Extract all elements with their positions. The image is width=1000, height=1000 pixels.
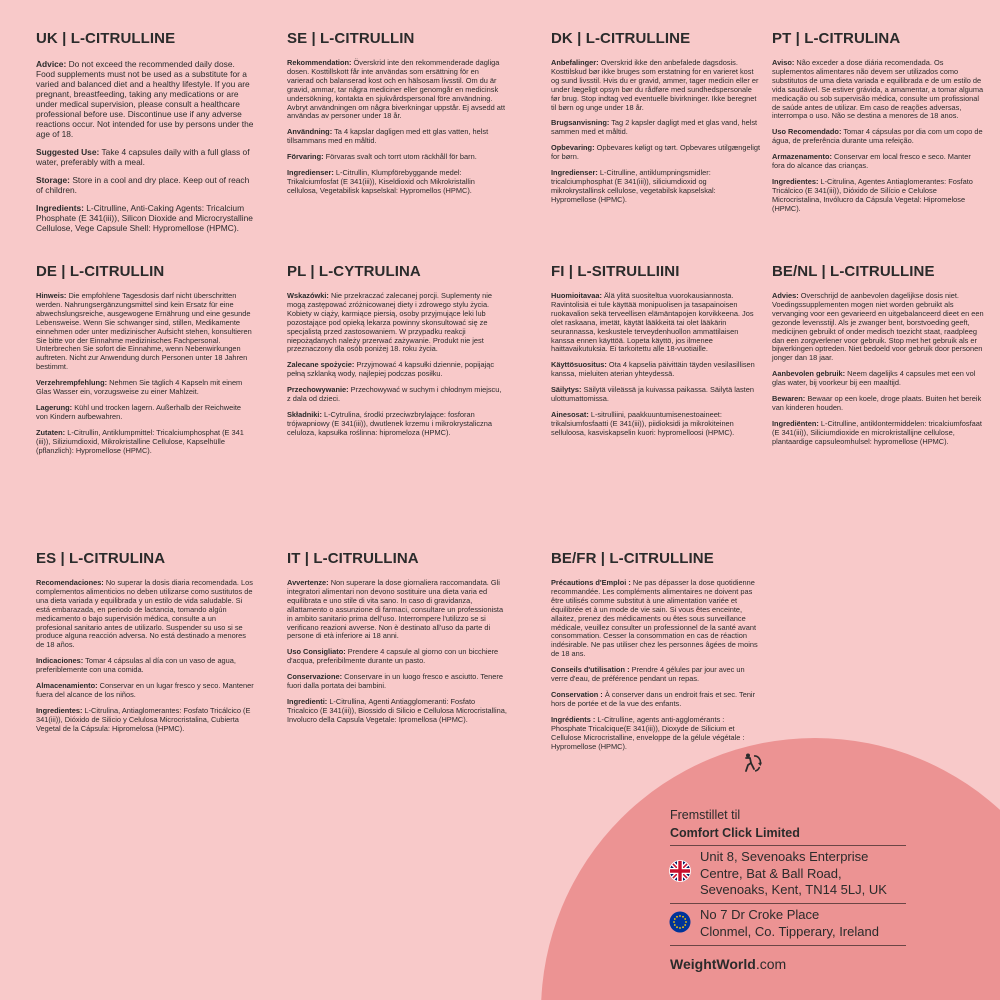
paragraph-text: Die empfohlene Tagesdosis darf nicht überschritten werden. Nahrungsergänzungsmittel sind kein Ersatz für eine abwechslungsreiche, ausgewogene Ernährung und eine gesunde Lebensweise. Wenn Sie schwanger sind, stillen, Medikamente einnehmen oder unter medizinischer Aufsicht stehen, konsultieren Sie bitte vor der Einnahme medizinisches Fachpersonal. Unterbrechen Sie sofort die Einnahme, wenn Nebenwirkungen auftreten. Nicht zur Anwendung durch Personen unter 18 Jahren bestimmt.: [36, 291, 252, 372]
paragraph-label: Ingredienti:: [287, 696, 328, 706]
paragraph-text: Overschrijd de aanbevolen dagelijkse dosis niet. Voedingssupplementen mogen niet worden gebruikt als vervanging voor een gevarieerd en uitgebalanceerd dieet en een gezonde levensstijl. Als je zwanger bent, borstvoeding geeft, medicijnen gebruikt of onder medisch toezicht staat, raadpleeg dan een zorgverlener voor gebruik. Stop met het gebruik als er bijwerkingen optreden. Niet bedoeld voor gebruik door personen jonger dan 18 jaar.: [772, 291, 984, 363]
paragraph-label: Bewaren:: [772, 394, 806, 404]
divider: [670, 845, 906, 846]
section-heading: PL | L-CYTRULINA: [287, 263, 421, 280]
section-heading: BE/NL | L-CITRULLINE: [772, 263, 935, 280]
section-heading: DE | L-CITRULLIN: [36, 263, 165, 280]
paragraph-text: Ne pas dépasser la dose quotidienne recommandée. Les compléments alimentaires ne doivent pas être utilisés comme substitut à une alimentation variée et équilibrée et à un mode de vie sain. Si vous êtes enceinte, allaitez, prenez des médicaments ou êtes sous surveillance médicale, veuillez consulter un professionnel de la santé avant consommation. Cesser la consommation en cas de réaction indésirable. Ne pas utiliser chez les personnes âgées de moins de 18 ans.: [551, 578, 758, 659]
section-fi: [551, 263, 761, 445]
usage-paragraph: [287, 648, 507, 666]
storage-paragraph: [36, 404, 254, 422]
paragraph-label: Almacenamiento:: [36, 681, 98, 691]
storage-paragraph: [36, 175, 254, 195]
paragraph-label: Advice:: [36, 59, 67, 69]
paragraph-label: Ingrédients :: [551, 714, 596, 724]
paragraph-label: Ingredientes:: [36, 705, 83, 715]
section-heading: PT | L-CITRULINA: [772, 30, 901, 47]
storage-paragraph: [36, 682, 254, 700]
eu-address: [700, 907, 879, 940]
usage-paragraph: [36, 657, 254, 675]
paragraph-text: Conservar em local fresco e seco. Manter fora do alcance das crianças.: [772, 152, 971, 171]
usage-paragraph: [287, 128, 507, 146]
paragraph-text: Prendre 4 gélules par jour avec un verre d'eau, de préférence pendant un repas.: [551, 665, 745, 684]
paragraph-text: L-Citrullina, Agenti Antiagglomeranti: Fosfato Tricalcico (E 341(iii)), Biossido di Silicio e Cellulosa Microcristallina, Involucro della Capsula Vegetale: Ipromellosa (HPMC).: [287, 696, 507, 724]
ingredients-paragraph: [36, 429, 254, 456]
paragraph-label: Hinweis:: [36, 291, 67, 300]
paragraph-label: Brugsanvisning:: [551, 118, 610, 128]
paragraph-label: Zalecane spożycie:: [287, 360, 355, 370]
eu-flag-icon: [669, 911, 691, 933]
triman-icon: [741, 751, 763, 773]
paragraph-label: Indicaciones:: [36, 656, 84, 666]
paragraph-text: Neem dagelijks 4 capsules met een vol glas water, bij voorkeur bij een maaltijd.: [772, 369, 976, 388]
paragraph-text: Conservar en un lugar fresco y seco. Mantener fuera del alcance de los niños.: [36, 681, 254, 699]
paragraph-label: Ingredientes:: [772, 176, 819, 186]
paragraph-text: Överskrid inte den rekommenderade dagliga dosen. Kosttillskott får inte användas som ersättning för en varierad och balanserad kost och en hälsosam livsstil. Om du är gravid, ammar, tar några mediciner eller genomgår en medicinsk undersökning, kontakta en sjukvårdspersonal före användning. Avbryt användningen om några biverkningar uppstår. Ej avsedd att användas av personer under 18 år.: [287, 58, 506, 121]
ingredients-paragraph: [551, 716, 761, 752]
paragraph-label: Ingredienser:: [551, 168, 598, 178]
paragraph-text: L-Citrulina, Agentes Antiaglomerantes: Fosfato Tricálcico (E 341(iii)), Dióxido de Silício e Celulose Microcristalina, Invólucro da Cápsula Vegetal: Hipromelose (HPMC).: [772, 176, 973, 213]
made-for-label: Fremstillet til: [670, 808, 741, 822]
brand-website: [670, 955, 786, 973]
section-be-fr: [551, 550, 761, 758]
uk-address: [700, 849, 887, 899]
warning-paragraph: [551, 59, 761, 112]
paragraph-text: Ota 4 kapselia päivittäin täyden vesilasillisen kanssa, mieluiten aterian yhteydessä.: [551, 360, 755, 379]
ingredients-paragraph: [36, 707, 254, 734]
paragraph-text: L-Citrulline, agents anti-agglomérants : Phosphate Tricalcique(E 341(iii)), Dioxyde de Silicium et Cellulose Microcristalline, enveloppe de la gélule végétale : Hypromellose (HPMC).: [551, 714, 745, 751]
warning-paragraph: [287, 59, 507, 121]
address-line: Unit 8, Sevenoaks Enterprise: [700, 849, 869, 864]
paragraph-text: Przyjmować 4 kapsułki dziennie, popijając pełną szklanką wody, najlepiej podczas posiłku.: [287, 360, 495, 379]
section-it: [287, 550, 507, 732]
paragraph-text: L-sitrulliini, paakkuuntumisenestoaineet: trikalsiumfosfaatti (E 341(iii)), piidioksidi ja mikrokiteinen selluloosa, kasviskapselin kuori: hypromelloosi (HPMC).: [551, 409, 735, 437]
section-dk: [551, 30, 761, 212]
paragraph-label: Suggested Use:: [36, 147, 100, 157]
paragraph-text: Bewaar op een koele, droge plaats. Buiten het bereik van kinderen houden.: [772, 394, 982, 412]
paragraph-label: Conservation :: [551, 689, 603, 699]
ingredients-paragraph: [287, 411, 507, 438]
usage-paragraph: [772, 370, 984, 388]
paragraph-label: Zutaten:: [36, 427, 66, 437]
paragraph-text: Ta 4 kapslar dagligen med ett glas vatten, helst tillsammans med en måltid.: [287, 127, 489, 146]
divider: [670, 903, 906, 904]
section-pl: [287, 263, 507, 445]
paragraph-label: Précautions d'Emploi :: [551, 578, 631, 587]
paragraph-text: Nehmen Sie täglich 4 Kapseln mit einem Glas Wasser ein, vorzugsweise zu einer Mahlzeit.: [36, 378, 243, 397]
address-line: Centre, Bat & Ball Road,: [700, 865, 842, 881]
storage-paragraph: [551, 691, 761, 709]
paragraph-text: Non superare la dose giornaliera raccomandata. Gli integratori alimentari non devono sostituire una dieta varia ed equilibrata e uno stile di vita sano. In caso di gravidanza, allattamento o assunzione di farmaci, consultare un professionista in ambito sanitario prima dell'uso. Interrompere l'utilizzo se si verificano reazioni avverse. Non è destinato all'uso da parte di persone di età inferiore ai 18 anni.: [287, 578, 504, 641]
address-line: Sevenoaks, Kent, TN14 5LJ, UK: [700, 882, 887, 898]
paragraph-label: Storage:: [36, 175, 70, 185]
paragraph-text: Przechowywać w suchym i chłodnym miejscu, z dala od dzieci.: [287, 385, 502, 404]
paragraph-text: Förvaras svalt och torrt utom räckhåll för barn.: [325, 152, 477, 162]
section-de: [36, 263, 254, 463]
warning-paragraph: [772, 292, 984, 363]
paragraph-label: Uso Consigliato:: [287, 647, 346, 657]
paragraph-label: Wskazówki:: [287, 291, 329, 300]
paragraph-label: Recomendaciones:: [36, 578, 104, 587]
uk-flag-icon: [669, 860, 691, 882]
paragraph-label: Aviso:: [772, 58, 795, 67]
section-heading: UK | L-CITRULLINE: [36, 30, 176, 47]
paragraph-label: Przechowywanie:: [287, 385, 349, 395]
paragraph-text: Kühl und trocken lagern. Außerhalb der Reichweite von Kindern aufbewahren.: [36, 402, 242, 421]
section-heading: BE/FR | L-CITRULLINE: [551, 550, 714, 567]
warning-paragraph: [287, 579, 507, 641]
paragraph-text: Overskrid ikke den anbefalede dagsdosis. Kosttilskud bør ikke bruges som erstatning for en varieret kost og sund livsstil. Hvis du er gravid, ammer, tager medicin eller er under lægeligt opsyn bør du rådføre med sundhedspersonale før brug. Stop indtag ved eventuelle bivirkninger. Ikke beregnet til børn og unge under 18 år.: [551, 58, 759, 112]
paragraph-label: Käyttösuositus:: [551, 360, 607, 370]
paragraph-label: Lagerung:: [36, 402, 73, 412]
paragraph-label: Uso Recomendado:: [772, 127, 842, 137]
paragraph-text: Tag 2 kapsler dagligt med et glas vand, helst sammen med et måltid.: [551, 118, 758, 137]
paragraph-text: L-Cytrulina, środki przeciwzbrylające: fosforan trójwapniowy (E 341(iii)), dwutlenek krzemu i mikrokrystaliczna celuloza, kapsułka roślinna: hipromeloza (HPMC).: [287, 409, 492, 437]
storage-paragraph: [551, 144, 761, 162]
warning-paragraph: [551, 579, 761, 659]
paragraph-label: Säilytys:: [551, 385, 582, 395]
address-line: Clonmel, Co. Tipperary, Ireland: [700, 923, 879, 939]
paragraph-text: Tomar 4 cápsulas por dia com um copo de água, de preferência durante uma refeição.: [772, 127, 983, 146]
section-heading: SE | L-CITRULLIN: [287, 30, 415, 47]
warning-paragraph: [772, 59, 984, 121]
paragraph-text: Älä ylitä suositeltua vuorokausiannosta. Ravintolisiä ei tule käyttää monipuolisen ja tasapainoisen ruokavalion sekä terveellisen elämäntapojen korvikkeena. Jos olet raskaana, imetät, käytät lääkkeitä tai olet lääkärin seurannassa, keskustele terveydenhuollon ammattilaisen kanssa ennen käyttöä. Lopeta käyttö, jos ilmenee haittavaikutuksia. Ei tarkoitettu alle 18-vuotiaille.: [551, 291, 754, 354]
storage-paragraph: [772, 395, 984, 413]
paragraph-label: Verzehrempfehlung:: [36, 378, 108, 388]
address-line: No 7 Dr Croke Place: [700, 907, 820, 922]
paragraph-text: Tomar 4 cápsulas al día con un vaso de agua, preferiblemente con una comida.: [36, 656, 236, 675]
warning-paragraph: [551, 292, 761, 354]
section-heading: DK | L-CITRULLINE: [551, 30, 691, 47]
paragraph-label: Ingredienser:: [287, 168, 334, 178]
section-pt: [772, 30, 984, 221]
company-name: Comfort Click Limited: [670, 826, 800, 840]
warning-paragraph: [36, 579, 254, 650]
ingredients-paragraph: [287, 169, 507, 196]
brand-suffix: .com: [755, 956, 787, 972]
usage-paragraph: [551, 666, 761, 684]
paragraph-label: Składniki:: [287, 409, 322, 419]
divider: [670, 945, 906, 946]
paragraph-label: Advies:: [772, 291, 799, 300]
paragraph-label: Rekommendation:: [287, 58, 352, 67]
usage-paragraph: [36, 379, 254, 397]
paragraph-text: L-Citrulline, antiklontermiddelen: tricalciumfosfaat (E 341(iii)), Siliciumdioxide en microkristallijne cellulose, plantaardige capsuleomhulsel: hypromellose (HPMC).: [772, 418, 982, 446]
paragraph-label: Anbefalinger:: [551, 58, 599, 67]
paragraph-text: Store in a cool and dry place. Keep out of reach of children.: [36, 175, 250, 195]
paragraph-label: Aanbevolen gebruik:: [772, 369, 846, 379]
section-be-nl: [772, 263, 984, 454]
ingredients-paragraph: [772, 420, 984, 447]
section-heading: IT | L-CITRULLINA: [287, 550, 419, 567]
warning-paragraph: [36, 292, 254, 372]
paragraph-text: Não exceder a dose diária recomendada. Os suplementos alimentares não devem ser utilizados como substitutos de uma dieta variada e equilibrada e de um estilo de vida saudável. Se estiver grávida, a amamentar, a tomar alguma medicação ou sob supervisão médica, consulte um profissional de saúde antes de utilizar. Em caso de reações adversas, interrompa o uso. Não se destina a menores de 18 anos.: [772, 58, 984, 121]
paragraph-text: L-Citrullin, Klumpförebyggande medel: Trikalciumfosfat (E 341(iii)), Kiseldioxid och Mikrokristallin cellulosa, Vegetabilisk kapselskal: Hypromellos (HPMC).: [287, 168, 475, 195]
paragraph-text: Opbevares køligt og tørt. Opbevares utilgængeligt for børn.: [551, 143, 761, 162]
paragraph-text: Nie przekraczać zalecanej porcji. Suplementy nie mogą zastępować zróżnicowanej diety i zdrowego stylu życia. Kobiety w ciąży, karmiące piersią, osoby przyjmujące leki lub pozostające pod opieką lekarza powinny skonsultować się ze specjalistą przed zastosowaniem. W przypadku reakcji niepożądanych należy przerwać zażywanie. Produkt nie jest przeznaczony dla osób poniżej 18. roku życia.: [287, 291, 492, 354]
paragraph-text: L-Citrulline, antiklumpningsmidler: tricalciumphosphat (E 341(iii)), siliciumdioxid og mikrokrystallinsk cellulose, vegetabilsk kapselskal: Hypromellose (HPMC).: [551, 168, 716, 204]
section-se: [287, 30, 507, 203]
paragraph-text: Prendere 4 capsule al giorno con un bicchiere d'acqua, preferibilmente durante un pasto.: [287, 647, 499, 666]
usage-paragraph: [551, 119, 761, 137]
paragraph-text: L-Citrulina, Antiaglomerantes: Fosfato Tricálcico (E 341(iii)), Dióxido de Silicio y Celulosa Microcristalina, Cubierta Vegetal de la Cápsula: Hipromelosa (HPMC).: [36, 705, 251, 733]
paragraph-label: Användning:: [287, 127, 333, 137]
paragraph-text: L-Citrullin, Antiklumpmittel: Tricalciumphosphat (E 341 (iii)), Siliziumdioxid, Mikrokristalline Cellulose, Kapselhülle (pflanzlich): Hypromellose (HPMC).: [36, 427, 244, 455]
section-uk: [36, 30, 254, 241]
storage-paragraph: [772, 153, 984, 171]
paragraph-text: Säilytä viileässä ja kuivassa paikassa. Säilytä lasten ulottumattomissa.: [551, 385, 754, 404]
paragraph-text: L-Citrulline, Anti-Caking Agents: Tricalcium Phosphate (E 341(iii)), Silicon Dioxide and Microcrystalline Cellulose, Vege Capsule Shell: Hypromellose (HPMC).: [36, 203, 253, 233]
section-es: [36, 550, 254, 741]
paragraph-label: Huomioitavaa:: [551, 291, 602, 300]
paragraph-text: Take 4 capsules daily with a full glass of water, preferably with a meal.: [36, 147, 250, 167]
usage-paragraph: [287, 361, 507, 379]
usage-paragraph: [36, 147, 254, 167]
paragraph-text: Conservare in un luogo fresco e asciutto. Tenere fuori dalla portata dei bambini.: [287, 672, 503, 691]
ingredients-paragraph: [551, 169, 761, 205]
usage-paragraph: [551, 361, 761, 379]
warning-paragraph: [36, 59, 254, 139]
paragraph-label: Conseils d'utilisation :: [551, 665, 630, 675]
paragraph-label: Armazenamento:: [772, 152, 832, 162]
paragraph-label: Ingrediënten:: [772, 418, 819, 428]
paragraph-text: Do not exceed the recommended daily dose. Food supplements must not be used as a substitute for a varied and balanced diet and a healthy lifestyle. If you are pregnant, breastfeeding, taking any medications or are under medical supervision, please consult a healthcare professional before use. Discontinue use if any adverse reactions occur. Not intended for use by persons under the age of 18.: [36, 59, 254, 139]
paragraph-label: Conservazione:: [287, 672, 343, 682]
paragraph-label: Ainesosat:: [551, 409, 589, 419]
storage-paragraph: [287, 386, 507, 404]
storage-paragraph: [287, 673, 507, 691]
brand-name: WeightWorld: [670, 956, 756, 972]
usage-paragraph: [772, 128, 984, 146]
paragraph-text: No superar la dosis diaria recomendada. Los complementos alimenticios no deben utilizarse como sustitutos de una dieta variada y equilibrada y un estilo de vida saludable. Si está embarazada, en periodo de lactancia, tomando algún medicamento o bajo supervisión médica, consulte a un profesional sanitario antes de utilizarlo. Suspender su uso si se produce alguna reacción adversa. No está destinado a menores de 18 años.: [36, 578, 253, 650]
warning-paragraph: [287, 292, 507, 354]
section-heading: FI | L-SITRULLIINI: [551, 263, 680, 280]
paragraph-label: Ingredients:: [36, 203, 84, 213]
storage-paragraph: [551, 386, 761, 404]
ingredients-paragraph: [551, 411, 761, 438]
paragraph-text: À conserver dans un endroit frais et sec. Tenir hors de portée et de la vue des enfants.: [551, 689, 756, 708]
paragraph-label: Avvertenze:: [287, 578, 329, 587]
paragraph-label: Opbevaring:: [551, 143, 595, 153]
storage-paragraph: [287, 153, 507, 162]
section-heading: ES | L-CITRULINA: [36, 550, 166, 567]
ingredients-paragraph: [36, 203, 254, 233]
paragraph-label: Förvaring:: [287, 152, 324, 162]
ingredients-paragraph: [287, 698, 507, 725]
ingredients-paragraph: [772, 178, 984, 214]
